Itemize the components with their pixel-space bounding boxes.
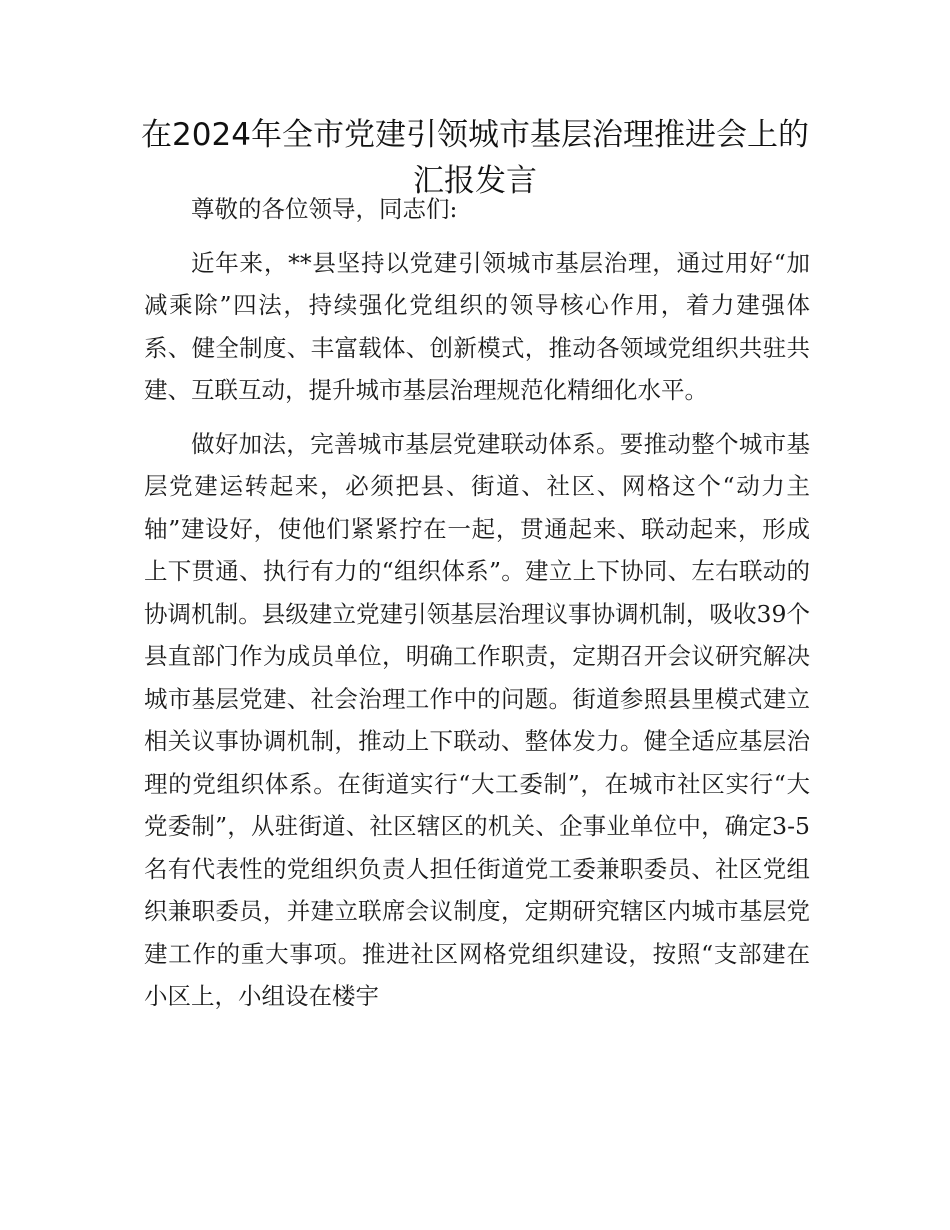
document-title: 在2024年全市党建引领城市基层治理推进会上的汇报发言 [141,117,809,199]
body-paragraph: 近年来，**县坚持以党建引领城市基层治理，通过用好“加减乘除”四法，持续强化党组织的领导核心作用，着力建强体系、健全制度、丰富载体、创新模式，推动各领域党组织共驻共建、互联互动，提升城市基层治理规范化精细化水平。 [144,248,810,404]
greeting-paragraph: 尊敬的各位领导，同志们: [191,195,458,223]
body-paragraph: 做好加法，完善城市基层党建联动体系。要推动整个城市基层党建运转起来，必须把县、街道、社区、网格这个“动力主轴”建设好，使他们紧紧拧在一起，贯通起来、联动起来，形成上下贯通、执行有力的“组织体系”。建立上下协同、左右联动的协调机制。县级建立党建引领基层治理议事协调机制，吸收39个县直部门作为成员单位，明确工作职责，定期召开会议研究解决城市基层党建、社会治理工作中的问题。街道参照县里模式建立相关议事协调机制，推动上下联动、整体发力。健全适应基层治理的党组织体系。在街道实行“大工委制”，在城市社区实行“大党委制”，从驻街道、社区辖区的机关、企事业单位中，确定3-5名有代表性的党组织负责人担任街道党工委兼职委员、社区党组织兼职委员，并建立联席会议制度，定期研究辖区内城市基层党建工作的重大事项。推进社区网格党组织建设，按照“支部建在小区上，小组设在楼宇 [144,429,810,1010]
document-body [144,188,810,1018]
